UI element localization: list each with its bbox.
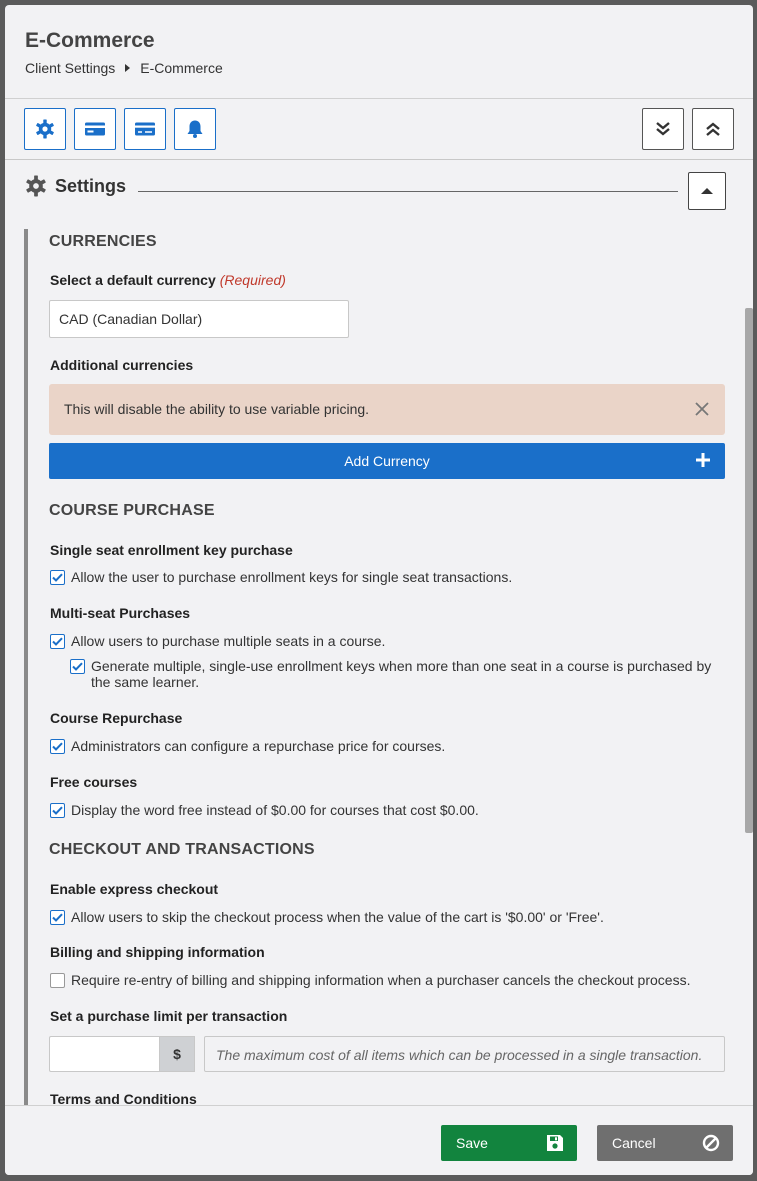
repurchase-checkbox-label: Administrators can configure a repurchase price for courses.: [71, 738, 446, 754]
repurchase-label: Course Repurchase: [50, 710, 183, 726]
default-currency-select[interactable]: CAD (Canadian Dollar): [49, 300, 349, 338]
purchase-limit-input[interactable]: [49, 1036, 159, 1072]
check-mark-icon: [52, 742, 63, 751]
breadcrumb-client-settings[interactable]: Client Settings: [25, 60, 116, 76]
notifications-button[interactable]: [174, 108, 216, 150]
billing-shipping-checkbox-label: Require re-entry of billing and shipping information when a purchaser cancels the checkout process.: [71, 972, 691, 988]
default-currency-label: [50, 272, 286, 288]
cancel-button[interactable]: [597, 1125, 733, 1161]
toolbar: [5, 100, 753, 160]
express-checkout-checkbox[interactable]: [50, 910, 65, 925]
multi-seat-sub-checkbox[interactable]: [70, 659, 85, 674]
currencies-heading: CURRENCIES: [49, 233, 157, 250]
multi-seat-sub-checkbox-row[interactable]: [70, 658, 730, 690]
check-mark-icon: [72, 662, 83, 671]
gear-icon: [35, 119, 55, 139]
payment-gateway-button[interactable]: [124, 108, 166, 150]
variable-pricing-alert: [49, 384, 725, 435]
section-indicator-bar: [24, 229, 28, 1105]
ecommerce-modal: [5, 5, 753, 1175]
free-courses-checkbox-row[interactable]: [50, 802, 479, 818]
settings-header: [25, 175, 126, 197]
single-seat-checkbox-row[interactable]: [50, 569, 512, 585]
add-currency-button[interactable]: [49, 443, 725, 479]
expand-all-button[interactable]: [642, 108, 684, 150]
check-mark-icon: [52, 573, 63, 582]
currency-symbol-addon: $: [159, 1036, 195, 1072]
check-mark-icon: [52, 806, 63, 815]
breadcrumb-ecommerce: E-Commerce: [140, 60, 223, 76]
additional-currencies-label: Additional currencies: [50, 357, 194, 373]
billing-shipping-label: Billing and shipping information: [50, 944, 265, 960]
express-checkout-checkbox-row[interactable]: [50, 909, 604, 925]
modal-footer: [5, 1105, 753, 1175]
free-courses-checkbox-label: Display the word free instead of $0.00 for courses that cost $0.00.: [71, 802, 479, 818]
settings-nav-button[interactable]: [24, 108, 66, 150]
purchase-limit-label: Set a purchase limit per transaction: [50, 1008, 288, 1024]
floppy-disk-icon: [546, 1134, 564, 1152]
single-seat-checkbox-label: Allow the user to purchase enrollment keys for single seat transactions.: [71, 569, 513, 585]
purchase-limit-help: The maximum cost of all items which can be processed in a single transaction.: [204, 1036, 725, 1072]
close-icon[interactable]: [695, 402, 709, 416]
check-mark-icon: [52, 637, 63, 646]
page-title: E-Commerce: [25, 29, 155, 52]
multi-seat-checkbox-row[interactable]: [50, 633, 385, 649]
default-currency-label-text: Select a default currency: [50, 272, 216, 288]
express-checkout-label: Enable express checkout: [50, 881, 219, 897]
double-chevron-up-icon: [705, 121, 721, 137]
save-button[interactable]: [441, 1125, 577, 1161]
breadcrumb: [25, 60, 223, 76]
plus-icon: [695, 452, 711, 468]
multi-seat-sub-checkbox-label: Generate multiple, single-use enrollment keys when more than one seat in a course is purchased by the same learner.: [91, 658, 712, 690]
card-scan-icon: [134, 121, 156, 137]
cancel-button-label: Cancel: [612, 1135, 656, 1151]
free-courses-label: Free courses: [50, 774, 138, 790]
multi-seat-label: Multi-seat Purchases: [50, 605, 191, 621]
settings-title: Settings: [55, 175, 127, 196]
billing-shipping-checkbox[interactable]: [50, 973, 65, 988]
single-seat-label: Single seat enrollment key purchase: [50, 542, 293, 558]
express-checkout-checkbox-label: Allow users to skip the checkout process when the value of the cart is '$0.00' or 'Free'.: [71, 909, 604, 925]
add-currency-label: Add Currency: [344, 453, 430, 469]
settings-scroll-area[interactable]: [5, 161, 753, 1105]
gear-icon: [25, 175, 47, 197]
course-purchase-heading: COURSE PURCHASE: [49, 502, 215, 519]
bell-icon: [186, 119, 204, 139]
caret-up-icon: [700, 186, 714, 196]
payment-card-button[interactable]: [74, 108, 116, 150]
scrollbar-thumb[interactable]: [745, 308, 753, 833]
alert-text: This will disable the ability to use variable pricing.: [64, 401, 370, 417]
repurchase-checkbox[interactable]: [50, 739, 65, 754]
required-marker: (Required): [219, 272, 286, 288]
breadcrumb-separator-icon: [125, 64, 130, 72]
ban-icon: [702, 1134, 720, 1152]
billing-shipping-checkbox-row[interactable]: [50, 972, 690, 988]
repurchase-checkbox-row[interactable]: [50, 738, 445, 754]
modal-header: [5, 5, 753, 99]
card-icon: [84, 121, 106, 137]
terms-conditions-label: Terms and Conditions: [50, 1091, 197, 1105]
double-chevron-down-icon: [655, 121, 671, 137]
save-button-label: Save: [456, 1135, 488, 1151]
free-courses-checkbox[interactable]: [50, 803, 65, 818]
multi-seat-checkbox[interactable]: [50, 634, 65, 649]
multi-seat-checkbox-label: Allow users to purchase multiple seats in a course.: [71, 633, 386, 649]
settings-collapse-button[interactable]: [688, 172, 726, 210]
settings-divider: [138, 191, 678, 192]
collapse-all-button[interactable]: [692, 108, 734, 150]
single-seat-checkbox[interactable]: [50, 570, 65, 585]
checkout-heading: CHECKOUT AND TRANSACTIONS: [49, 841, 315, 858]
check-mark-icon: [52, 913, 63, 922]
